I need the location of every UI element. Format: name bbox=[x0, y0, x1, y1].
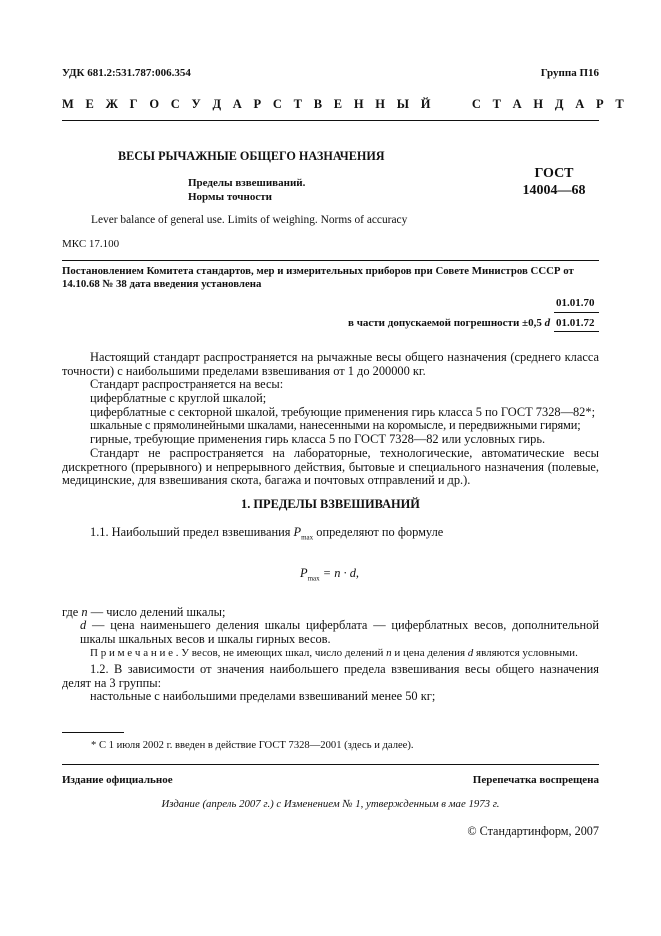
edition-info: Издание (апрель 2007 г.) с Изменением № 1, утвержденным в мае 1973 г. bbox=[161, 798, 500, 810]
formula: $P_{max} = n \cdot d$, bbox=[300, 566, 359, 583]
intro-item-1: циферблатные с круглой шкалой; bbox=[90, 391, 267, 405]
where-n: где n — число делений шкалы; bbox=[62, 605, 226, 619]
official-edition: Издание официальное bbox=[62, 774, 173, 786]
date-introduction: 01.01.70 bbox=[556, 297, 595, 309]
paragraph-1-2-item: настольные с наибольшими пределами взвешиваний менее 50 кг; bbox=[90, 689, 436, 703]
udk-code: УДК 681.2:531.787:006.354 bbox=[62, 67, 191, 79]
paragraph-1-1: 1.1. Наибольший предел взвешивания $P_{max}$ определяют по формуле bbox=[90, 525, 444, 542]
title-rule bbox=[62, 260, 599, 261]
gost-label: ГОСТ bbox=[534, 166, 574, 181]
intro-item-3: шкальные с прямолинейными шкалами, нанесенными на коромысле, и передвижными гирями; bbox=[90, 418, 581, 432]
footnote: * С 1 июля 2002 г. введен в действие ГОСТ 7328—2001 (здесь и далее). bbox=[91, 740, 414, 751]
mks-code: МКС 17.100 bbox=[62, 238, 120, 250]
reprint-notice: Перепечатка воспрещена bbox=[472, 774, 599, 786]
intro-paragraph-3: Стандарт не распространяется на лабораторные, технологические, автоматические весы дискретного (прерывного) и непрерывного действия, бытовые и специального назначения (полевые, медицинские, для взвешивания скота, багажа и почтовых отправлений и др.). bbox=[62, 446, 599, 488]
header-rule bbox=[62, 120, 599, 121]
standard-type: М Е Ж Г О С У Д А Р С Т В Е Н Н Ы Й С Т А Н Д А Р Т bbox=[62, 97, 628, 111]
intro-paragraph-1: Настоящий стандарт распространяется на рычажные весы общего назначения (среднего класса точности) с наибольшими пределами взвешивания от 1 до 200000 кг. bbox=[62, 350, 599, 378]
decree-text: Постановлением Комитета стандартов, мер и измерительных приборов при Совете Министров СССР от 14.10.68 № 38 дата введения установлена bbox=[62, 265, 574, 290]
intro-item-2: циферблатные с секторной шкалой, требующие применения гирь класса 5 по ГОСТ 7328—82*; bbox=[90, 405, 596, 419]
paragraph-1-2: 1.2. В зависимости от значения наибольшего предела взвешивания весы общего назначения делят на 3 группы: bbox=[62, 662, 599, 690]
english-title: Lever balance of general use. Limits of weighing. Norms of accuracy bbox=[91, 214, 408, 226]
copyright: © Стандартинформ, 2007 bbox=[467, 824, 599, 838]
section-heading: 1. ПРЕДЕЛЫ ВЗВЕШИВАНИЙ bbox=[241, 497, 420, 511]
title-sub1: Пределы взвешиваний. bbox=[188, 177, 306, 189]
date-underline-1 bbox=[554, 312, 599, 313]
footnote-rule bbox=[62, 732, 124, 733]
date-accuracy: 01.01.72 bbox=[556, 317, 595, 329]
note: П р и м е ч а н и е . У весов, не имеющих шкал, число делений n и цена деления d являются условными. bbox=[90, 647, 578, 659]
intro-item-4: гирные, требующие применения гирь класса 5 по ГОСТ 7328—82 или условных гирь. bbox=[90, 432, 546, 446]
title-main: ВЕСЫ РЫЧАЖНЫЕ ОБЩЕГО НАЗНАЧЕНИЯ bbox=[118, 149, 385, 163]
intro-paragraph-2: Стандарт распространяется на весы: bbox=[90, 377, 284, 391]
gost-number: 14004—68 bbox=[522, 183, 586, 198]
where-d: d — цена наименьшего деления шкалы циферблата — циферблатных весов, дополнительной шкалы шкальных весов и шкалы гирных весов. bbox=[80, 618, 599, 646]
group-code: Группа П16 bbox=[540, 67, 599, 79]
date-accuracy-label: в части допускаемой погрешности ±0,5 d bbox=[348, 317, 551, 329]
date-underline-2 bbox=[554, 331, 599, 332]
footer-rule bbox=[62, 764, 599, 765]
title-sub2: Нормы точности bbox=[188, 191, 272, 203]
